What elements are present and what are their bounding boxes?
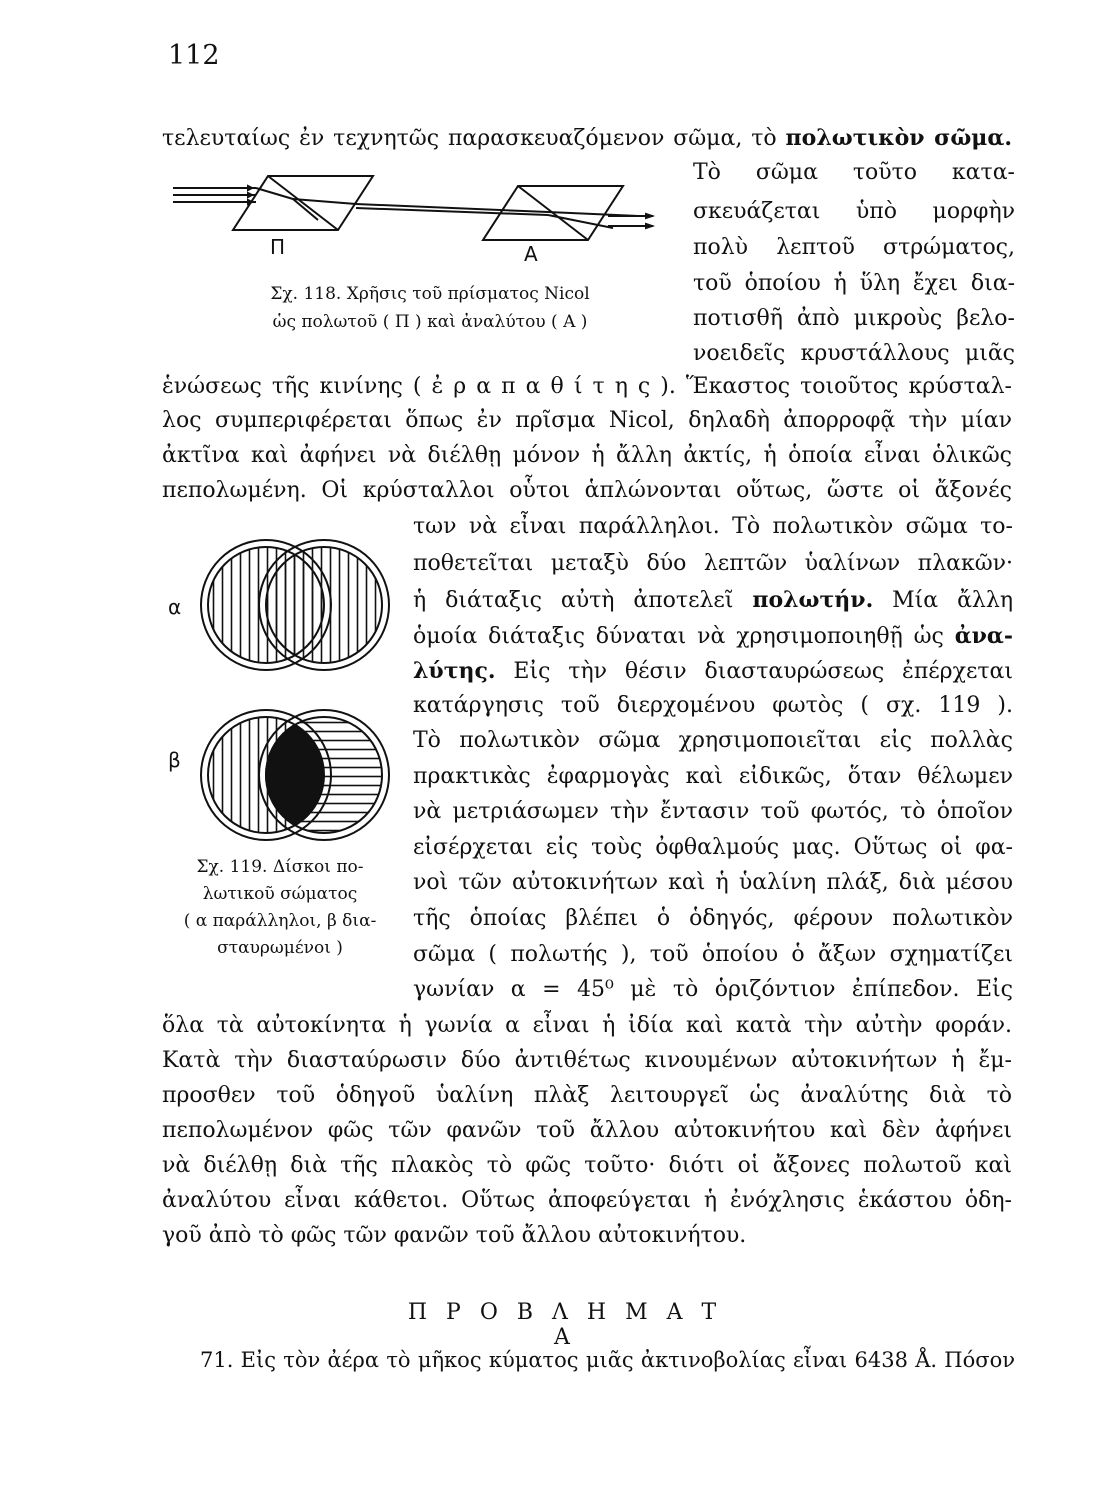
figure-119-label-alpha: α bbox=[168, 595, 182, 619]
text-line: ἑνώσεως τῆς κινίνης ( ἐ ρ α π α θ ί τ η ς ). Ἕκαστος τοιοῦτος κρύσταλ- bbox=[162, 374, 1012, 399]
text-line: ποτισθῆ ἀπὸ μικροὺς βελο- bbox=[693, 306, 1015, 331]
figure-119-caption-line4: σταυρωμένοι ) bbox=[217, 938, 343, 958]
figure-119-caption-line3: ( α παράλληλοι, β δια- bbox=[183, 911, 377, 931]
text-line: γοῦ ἀπὸ τὸ φῶς τῶν φανῶν τοῦ ἄλλου αὐτοκινήτου. bbox=[162, 1223, 747, 1248]
text-line: ἀναλύτου εἶναι κάθετοι. Οὕτως ἀποφεύγεται ἡ ἐνόχλησις ἑκάστου ὁδη- bbox=[162, 1188, 1012, 1213]
text-line: τελευταίως ἐν τεχνητῶς παρασκευαζόμενον σῶμα, τὸ πολωτικὸν σῶμα. bbox=[162, 125, 1012, 151]
text-line: κατάργησις τοῦ διερχομένου φωτὸς ( σχ. 119 ). bbox=[413, 693, 1013, 718]
text-line: Τὸ σῶμα τοῦτο κατα- bbox=[693, 160, 1015, 185]
figure-119-beta-crossed-discs bbox=[200, 700, 390, 850]
text-line: πεπολωμένη. Οἱ κρύσταλλοι οὗτοι ἁπλώνονται οὕτως, ὥστε οἱ ἄξονές bbox=[162, 478, 1012, 503]
problem-71: 71. Εἰς τὸν ἀέρα τὸ μῆκος κύματος μιᾶς ἀκτινοβολίας εἶναι 6438 Å. Πόσον bbox=[200, 1348, 1015, 1372]
text-line: λος συμπεριφέρεται ὅπως ἐν πρῖσμα Nicol, δηλαδὴ ἀπορροφᾷ τὴν μίαν bbox=[162, 408, 1012, 433]
text-line: Κατὰ τὴν διασταύρωσιν δύο ἀντιθέτως κινουμένων αὐτοκινήτων ἡ ἔμ- bbox=[162, 1048, 1012, 1073]
text-line: τῆς ὁποίας βλέπει ὁ ὁδηγός, φέρουν πολωτικὸν bbox=[413, 906, 1013, 931]
text-line: νὰ διέλθῃ διὰ τῆς πλακὸς τὸ φῶς τοῦτο· διότι οἱ ἄξονες πολωτοῦ καὶ bbox=[162, 1153, 1012, 1178]
text-line: Τὸ πολωτικὸν σῶμα χρησιμοποιεῖται εἰς πολλὰς bbox=[413, 728, 1013, 753]
figure-118-nicol-prisms bbox=[168, 168, 668, 248]
text-line: τοῦ ὁποίου ἡ ὕλη ἔχει δια- bbox=[693, 271, 1015, 296]
page-number: 112 bbox=[168, 40, 220, 71]
text-line: σῶμα ( πολωτής ), τοῦ ὁποίου ὁ ἄξων σχηματίζει bbox=[413, 942, 1013, 967]
text-line: σκευάζεται ὑπὸ μορφὴν bbox=[693, 199, 1015, 224]
figure-119-caption-line2: λωτικοῦ σώματος bbox=[202, 884, 358, 904]
text-line: πολὺ λεπτοῦ στρώματος, bbox=[693, 235, 1015, 260]
figure-118-caption-line1: Σχ. 118. Χρῆσις τοῦ πρίσματος Nicol bbox=[270, 284, 590, 304]
figure-119-label-beta: β bbox=[168, 748, 181, 772]
text-line: νοὶ τῶν αὐτοκινήτων καὶ ἡ ὑαλίνη πλάξ, διὰ μέσου bbox=[413, 870, 1013, 895]
text-line: λύτης. Εἰς τὴν θέσιν διασταυρώσεως ἐπέρχεται bbox=[413, 658, 1013, 684]
text-line: ἡ διάταξις αὐτὴ ἀποτελεῖ πολωτήν. Μία ἄλλη bbox=[413, 587, 1014, 613]
text-line: νὰ μετριάσωμεν τὴν ἔντασιν τοῦ φωτός, τὸ ὁποῖον bbox=[413, 799, 1013, 824]
figure-118-caption-line2: ὡς πολωτοῦ ( Π ) καὶ ἀναλύτου ( Α ) bbox=[272, 312, 588, 332]
text-line: ὅλα τὰ αὐτοκίνητα ἡ γωνία α εἶναι ἡ ἰδία καὶ κατὰ τὴν αὐτὴν φοράν. bbox=[162, 1013, 1012, 1038]
figure-119-caption-line1: Σχ. 119. Δίσκοι πο- bbox=[196, 857, 364, 877]
figure-119-alpha-parallel-discs bbox=[200, 530, 390, 680]
section-heading: Π Ρ Ο Β Λ Η Μ Α Τ Α bbox=[407, 1300, 723, 1350]
text-line: πεπολωμένον φῶς τῶν φανῶν τοῦ ἄλλου αὐτοκινήτου καὶ δὲν ἀφήνει bbox=[162, 1118, 1012, 1143]
text-line: ὁμοία διάταξις δύναται νὰ χρησιμοποιηθῇ ὡς ἀνα- bbox=[413, 623, 1013, 649]
text-line: γωνίαν α = 45⁰ μὲ τὸ ὁριζόντιον ἐπίπεδον. Εἰς bbox=[413, 977, 1013, 1002]
text-line: νοειδεῖς κρυστάλλους μιᾶς bbox=[693, 341, 1015, 366]
text-line: πρακτικὰς ἐφαρμογὰς καὶ εἰδικῶς, ὅταν θέλωμεν bbox=[413, 764, 1013, 789]
figure-118-label-p: Π bbox=[270, 235, 286, 259]
text-line: των νὰ εἶναι παράλληλοι. Τὸ πολωτικὸν σῶμα το- bbox=[413, 514, 1013, 539]
text-line: εἰσέρχεται εἰς τοὺς ὀφθαλμούς μας. Οὕτως οἱ φα- bbox=[413, 835, 1013, 860]
text-line: προσθεν τοῦ ὁδηγοῦ ὑαλίνη πλὰξ λειτουργεῖ ὡς ἀναλύτης διὰ τὸ bbox=[162, 1083, 1012, 1108]
text-line: ἀκτῖνα καὶ ἀφήνει νὰ διέλθῃ μόνον ἡ ἄλλη ἀκτίς, ἡ ὁποία εἶναι ὁλικῶς bbox=[162, 443, 1012, 468]
text-line: ποθετεῖται μεταξὺ δύο λεπτῶν ὑαλίνων πλακῶν· bbox=[413, 551, 1013, 576]
figure-118-label-a: Α bbox=[524, 242, 538, 266]
